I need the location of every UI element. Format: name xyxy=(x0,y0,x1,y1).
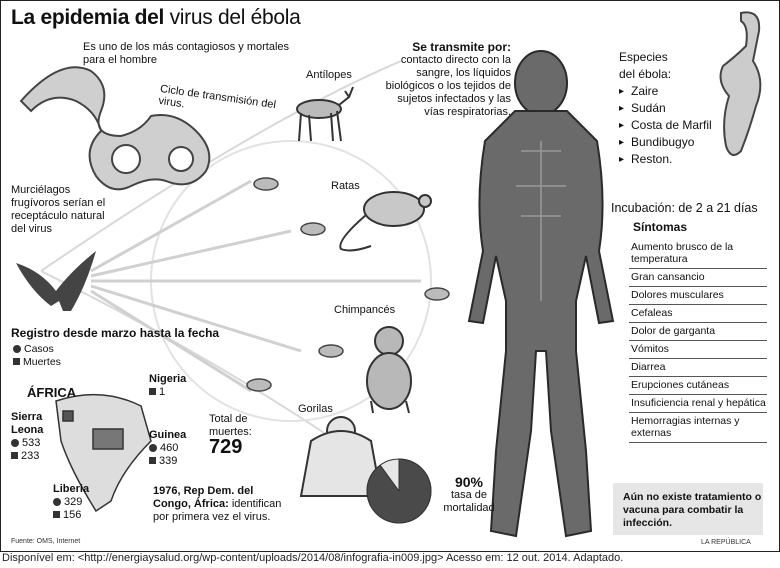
symptom-item: Insuficiencia renal y hepática xyxy=(629,395,767,413)
species-item: ▸ Bundibugyo xyxy=(619,134,712,151)
transmission-block xyxy=(383,41,511,119)
country-cases: 329 xyxy=(64,496,83,508)
registry-legend xyxy=(13,343,61,369)
country-sierra-leona xyxy=(11,411,63,463)
country-name: Nigeria xyxy=(149,373,187,385)
symptoms-title: Síntomas xyxy=(633,220,688,234)
country-cases: 533 xyxy=(22,437,41,449)
total-deaths-value: 729 xyxy=(209,436,243,458)
image-caption: Disponível em: <http://energiaysalud.org/wp-content/uploads/2014/08/infografia-in009.jpg> Acesso em: 12 out. 2014. Adaptado. xyxy=(2,552,624,564)
publisher-credit: LA REPÚBLICA xyxy=(701,539,751,546)
mortality-value: 90% xyxy=(454,474,484,490)
no-vaccine-note: Aún no existe tratamiento o vacuna para combatir la infección. xyxy=(613,483,763,535)
country-guinea xyxy=(149,429,186,468)
cases-icon xyxy=(11,439,19,447)
deaths-icon xyxy=(11,452,18,459)
transmission-heading: Se transmite por: xyxy=(412,40,511,54)
bats-text: Murciélagos frugívoros serían el receptáculo natural del virus xyxy=(11,184,106,235)
mortality-rate xyxy=(437,476,501,515)
deaths-icon xyxy=(13,358,20,365)
symptom-item: Erupciones cutáneas xyxy=(629,377,767,395)
country-deaths: 1 xyxy=(159,386,166,398)
symptom-item: Cefaleas xyxy=(629,305,767,323)
country-name: Guinea xyxy=(149,429,187,441)
country-name: Liberia xyxy=(53,483,90,495)
incubation-text: Incubación: de 2 a 21 días xyxy=(611,201,758,215)
transmission-text: contacto directo con la sangre, los líquidos biológicos o los tejidos de sujetos infectados y las vías respiratorias. xyxy=(385,54,511,118)
legend-cases: Casos xyxy=(24,343,54,355)
species-block xyxy=(619,49,712,168)
cases-icon xyxy=(13,345,21,353)
species-item: ▸ Zaire xyxy=(619,83,712,100)
mortality-pie-chart xyxy=(367,459,431,523)
country-cases: 460 xyxy=(160,442,179,454)
cases-icon xyxy=(53,498,61,506)
symptom-item: Aumento brusco de la temperatura xyxy=(629,239,767,269)
symptom-item: Dolores musculares xyxy=(629,287,767,305)
antelope-icon xyxy=(297,87,353,141)
symptom-item: Diarrea xyxy=(629,359,767,377)
species-item: ▸ Reston. xyxy=(619,151,712,168)
species-title-1: Especies xyxy=(619,50,668,64)
deaths-icon xyxy=(149,388,156,395)
human-body-illustration xyxy=(469,51,613,536)
species-item: ▸ Costa de Marfil xyxy=(619,117,712,134)
intro-text: Es uno de los más contagiosos y mortales para el hombre xyxy=(83,41,290,66)
total-deaths-label: Total de muertes: xyxy=(209,413,252,438)
registry-title: Registro desde marzo hasta la fecha xyxy=(11,326,220,340)
label-rats: Ratas xyxy=(331,180,360,192)
page-title xyxy=(11,6,301,30)
pie-slice-deaths xyxy=(367,459,431,523)
symptom-item: Gran cansancio xyxy=(629,269,767,287)
species-list xyxy=(619,83,712,168)
deaths-icon xyxy=(53,511,60,518)
title-light: virus del ébola xyxy=(169,6,301,29)
deaths-icon xyxy=(149,457,156,464)
country-name: Sierra Leona xyxy=(11,411,44,436)
congo-note-bold: 1976, Rep Dem. del Congo, África: xyxy=(153,485,254,510)
region-label: ÁFRICA xyxy=(27,385,77,400)
country-liberia xyxy=(53,483,89,522)
title-bold: La epidemia del xyxy=(11,6,165,29)
label-gorillas: Gorilas xyxy=(298,403,333,415)
symptoms-list xyxy=(629,239,767,443)
label-antelopes: Antílopes xyxy=(306,69,352,81)
country-deaths: 156 xyxy=(63,509,82,521)
congo-note xyxy=(153,485,293,524)
mortality-label: tasa de mortalidad xyxy=(443,489,495,514)
total-deaths xyxy=(209,413,265,458)
country-deaths: 339 xyxy=(159,455,178,467)
symptom-item: Dolor de garganta xyxy=(629,323,767,341)
source-note: Fuente: OMS, Internet xyxy=(11,538,81,545)
chimpanzee-icon xyxy=(367,327,411,413)
species-item: ▸ Sudán xyxy=(619,100,712,117)
symptom-item: Vómitos xyxy=(629,341,767,359)
country-nigeria xyxy=(149,373,186,399)
symptom-item: Hemorragias internas y externas xyxy=(629,413,767,443)
cycle-label: Ciclo de transmisión del virus. xyxy=(157,83,277,112)
country-deaths: 233 xyxy=(21,450,40,462)
cases-icon xyxy=(149,444,157,452)
ebola-species-virus-icon xyxy=(721,12,761,155)
congo-note-text: identifican por primera vez el virus. xyxy=(153,498,282,523)
legend-deaths: Muertes xyxy=(23,356,61,368)
species-title-2: del ébola: xyxy=(619,67,672,81)
label-chimps: Chimpancés xyxy=(334,304,396,316)
